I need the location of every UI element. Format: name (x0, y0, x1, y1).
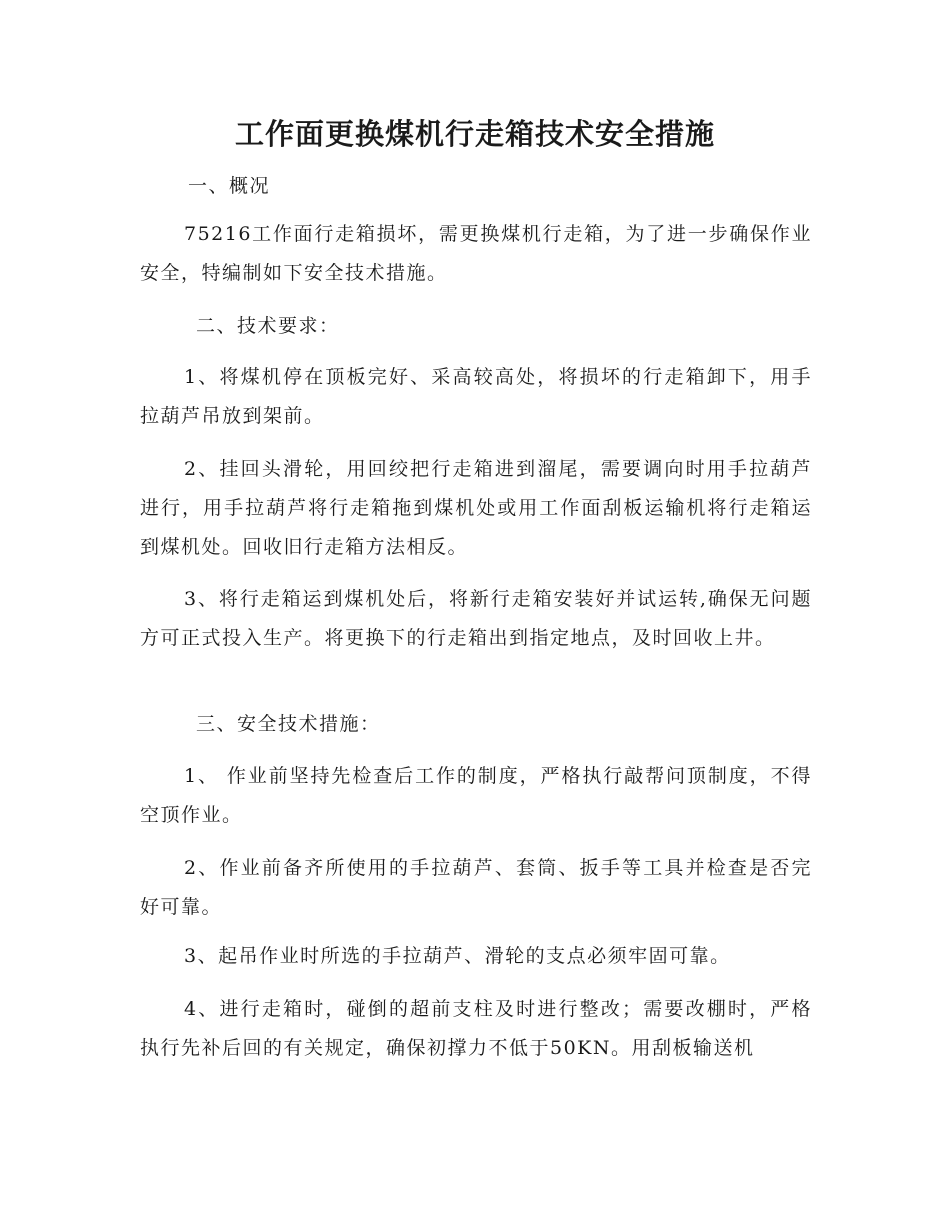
safety-measure-item: 4、进行走箱时，碰倒的超前支柱及时进行整改；需要改棚时，严格执行先补后回的有关规定，确保初撑力不低于50KN。用刮板输送机 (140, 998, 812, 1059)
safety-measure-item: 1、 作业前坚持先检查后工作的制度，严格执行敲帮问顶制度，不得空顶作业。 (140, 765, 812, 826)
document-title: 工作面更换煤机行走箱技术安全措施 (234, 117, 715, 151)
section-heading-safety-measures: 三、安全技术措施： (196, 713, 381, 735)
technical-requirement-item: 3、将行走箱运到煤机处后，将新行走箱安装好并试运转,确保无问题方可正式投入生产。将更换下的行走箱出到指定地点，及时回收上井。 (140, 588, 812, 649)
technical-requirement-item: 1、将煤机停在顶板完好、采高较高处，将损坏的行走箱卸下，用手拉葫芦吊放到架前。 (140, 366, 812, 427)
overview-paragraph: 75216工作面行走箱损坏，需更换煤机行走箱，为了进一步确保作业安全，特编制如下安全技术措施。 (140, 223, 812, 284)
section-heading-overview: 一、概况 (188, 175, 271, 197)
safety-measure-item: 3、起吊作业时所选的手拉葫芦、滑轮的支点必须牢固可靠。 (184, 945, 731, 967)
safety-measure-item: 2、作业前备齐所使用的手拉葫芦、套筒、扳手等工具并检查是否完好可靠。 (140, 857, 812, 918)
section-heading-technical-requirements: 二、技术要求： (196, 315, 340, 337)
technical-requirement-item: 2、挂回头滑轮，用回绞把行走箱进到溜尾，需要调向时用手拉葫芦进行，用手拉葫芦将行走箱拖到煤机处或用工作面刮板运输机将行走箱运到煤机处。回收旧行走箱方法相反。 (140, 458, 812, 558)
